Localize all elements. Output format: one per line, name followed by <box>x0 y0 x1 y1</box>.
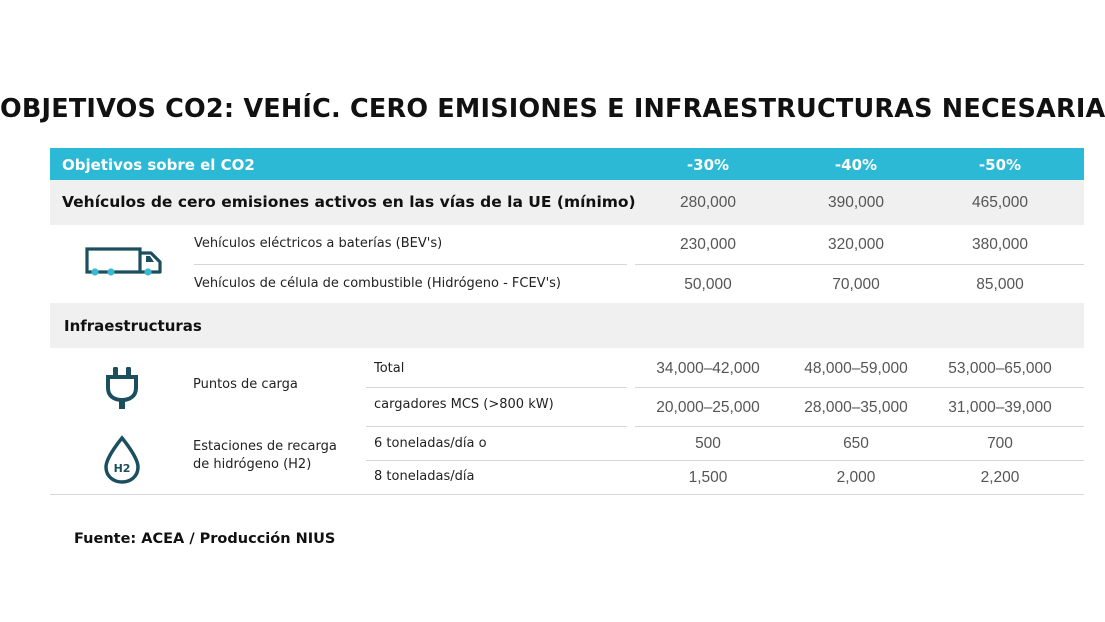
fcev-label: Vehículos de célula de combustible (Hidrógeno - FCEV's) <box>194 276 561 291</box>
divider <box>635 387 1084 388</box>
hydrogen-icon-text: H2 <box>113 462 131 475</box>
vehicles-value: 280,000 <box>679 194 737 211</box>
fcev-value: 85,000 <box>976 276 1024 293</box>
hydrogen-drop-icon <box>101 435 143 485</box>
hydrogen-row1-value: 500 <box>695 435 721 452</box>
source-note: Fuente: ACEA / Producción NIUS <box>74 531 336 547</box>
charging-label: Puntos de carga <box>193 377 298 392</box>
hydrogen-row2-value: 1,500 <box>688 469 728 486</box>
charging-mcs-value: 28,000–35,000 <box>804 399 908 416</box>
bev-value: 230,000 <box>679 236 737 253</box>
hydrogen-row1-value: 700 <box>987 435 1013 452</box>
infra-band <box>50 303 1084 348</box>
divider <box>366 387 627 388</box>
infra-label: Infraestructuras <box>64 317 202 335</box>
fcev-value: 50,000 <box>684 276 732 293</box>
divider <box>194 264 627 265</box>
fcev-value: 70,000 <box>832 276 880 293</box>
charging-mcs-value: 31,000–39,000 <box>948 399 1052 416</box>
vehicles-value: 465,000 <box>971 194 1029 211</box>
hydrogen-row2-value: 2,200 <box>980 469 1020 486</box>
vehicles-value: 390,000 <box>827 194 885 211</box>
divider <box>50 494 1084 495</box>
hydrogen-label-line2: de hidrógeno (H2) <box>193 457 312 472</box>
header-label: Objetivos sobre el CO2 <box>62 156 255 174</box>
vehicles-label: Vehículos de cero emisiones activos en las vías de la UE (mínimo) <box>62 193 636 211</box>
target-30: -30% <box>686 156 730 174</box>
charging-total-label: Total <box>374 361 405 376</box>
bev-value: 320,000 <box>827 236 885 253</box>
charging-total-value: 34,000–42,000 <box>656 360 760 377</box>
hydrogen-row1-label: 6 toneladas/día o <box>374 436 487 451</box>
divider <box>366 426 627 427</box>
page-title: OBJETIVOS CO2: VEHÍC. CERO EMISIONES E INFRAESTRUCTURAS NECESARIA <box>0 94 1105 124</box>
divider <box>366 460 1084 461</box>
hydrogen-row1-value: 650 <box>843 435 869 452</box>
target-50: -50% <box>978 156 1022 174</box>
charging-mcs-label: cargadores MCS (>800 kW) <box>374 397 554 412</box>
charging-mcs-value: 20,000–25,000 <box>656 399 760 416</box>
bev-label: Vehículos eléctricos a baterías (BEV's) <box>194 236 443 251</box>
hydrogen-row2-label: 8 toneladas/día <box>374 469 475 484</box>
divider <box>635 426 1084 427</box>
charging-total-value: 48,000–59,000 <box>804 360 908 377</box>
charging-total-value: 53,000–65,000 <box>948 360 1052 377</box>
target-40: -40% <box>834 156 878 174</box>
bev-value: 380,000 <box>971 236 1029 253</box>
hydrogen-row2-value: 2,000 <box>836 469 876 486</box>
divider <box>635 264 1084 265</box>
plug-icon <box>104 365 140 411</box>
truck-icon <box>84 244 164 278</box>
hydrogen-label-line1: Estaciones de recarga <box>193 439 337 454</box>
